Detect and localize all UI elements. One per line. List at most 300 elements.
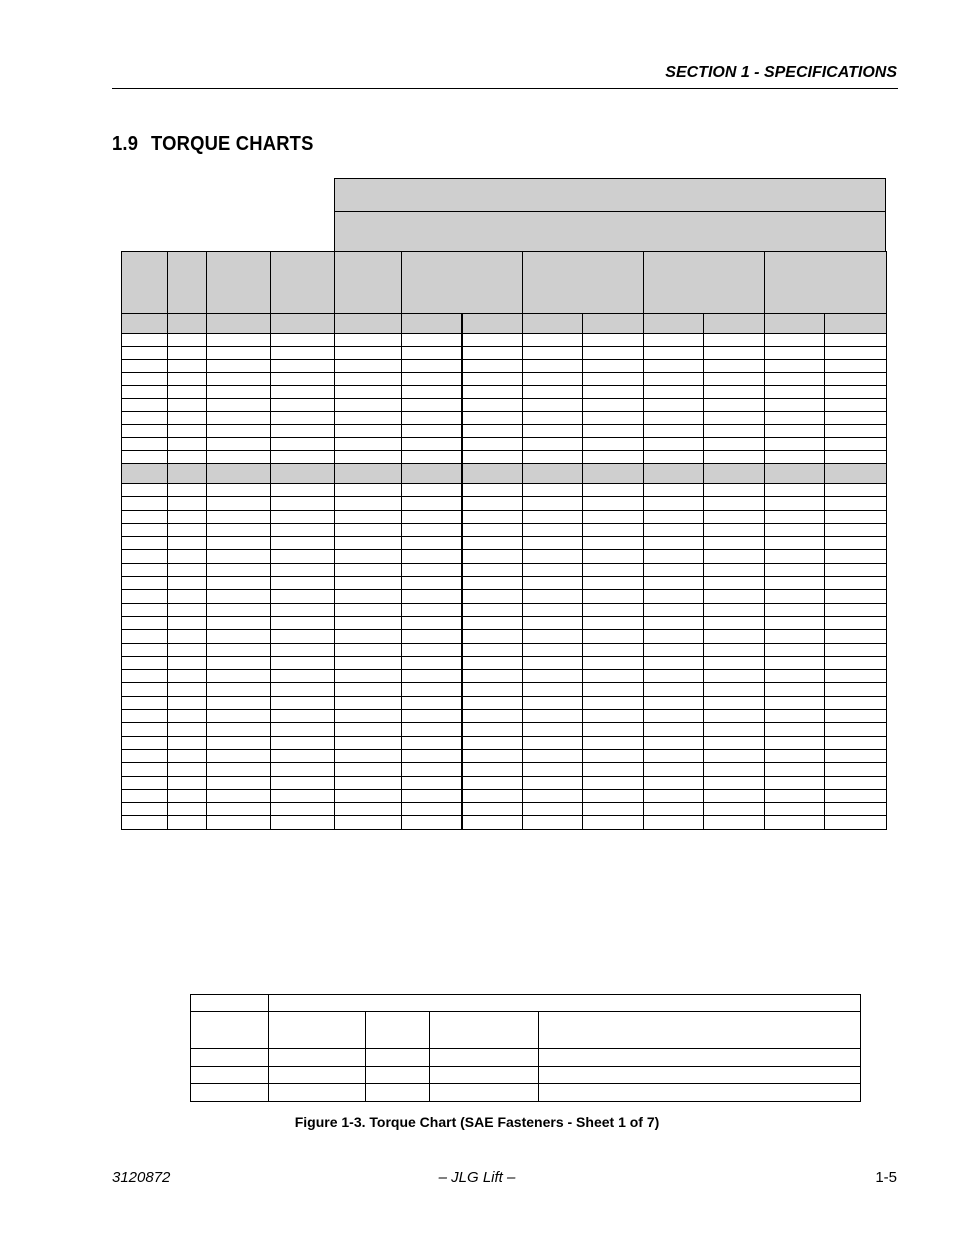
table-cell — [462, 577, 523, 590]
table-cell — [271, 630, 335, 643]
table-cell — [402, 616, 462, 629]
table-row — [122, 523, 887, 536]
table-cell — [765, 252, 887, 314]
table-cell — [765, 347, 825, 360]
table-row — [122, 497, 887, 510]
table-cell — [704, 550, 765, 563]
table-cell — [271, 776, 335, 789]
table-cell — [583, 563, 644, 576]
table-cell — [462, 510, 523, 523]
table-cell — [462, 643, 523, 656]
table-cell — [271, 399, 335, 412]
table-cell — [583, 373, 644, 386]
table-cell — [168, 523, 207, 536]
table-cell — [462, 451, 523, 464]
table-cell — [644, 749, 704, 762]
table-cell — [825, 497, 887, 510]
table-cell — [523, 484, 583, 497]
table-cell — [765, 696, 825, 709]
table-cell — [462, 373, 523, 386]
table-cell — [402, 656, 462, 669]
legend-column-row — [191, 1012, 861, 1049]
table-cell — [402, 347, 462, 360]
table-cell — [765, 334, 825, 347]
table-cell — [765, 497, 825, 510]
table-cell — [168, 603, 207, 616]
table-cell — [583, 683, 644, 696]
table-cell — [825, 776, 887, 789]
table-cell — [644, 537, 704, 550]
table-cell — [583, 643, 644, 656]
table-cell — [335, 334, 402, 347]
table-cell — [704, 803, 765, 816]
table-cell — [402, 776, 462, 789]
legend-cell — [539, 1012, 861, 1049]
table-cell — [825, 438, 887, 451]
table-cell — [825, 643, 887, 656]
table-cell — [122, 451, 168, 464]
table-cell — [523, 789, 583, 802]
table-cell — [583, 590, 644, 603]
table-cell — [704, 563, 765, 576]
table-cell — [704, 386, 765, 399]
table-cell — [583, 399, 644, 412]
table-cell — [583, 425, 644, 438]
table-cell — [462, 776, 523, 789]
table-row — [122, 399, 887, 412]
table-cell — [207, 630, 271, 643]
table-cell — [583, 412, 644, 425]
table-cell — [335, 373, 402, 386]
table-cell — [122, 683, 168, 696]
table-cell — [168, 360, 207, 373]
table-cell — [462, 763, 523, 776]
table-row — [122, 373, 887, 386]
table-cell — [122, 438, 168, 451]
table-cell — [271, 537, 335, 550]
table-cell — [168, 683, 207, 696]
table-cell — [402, 816, 462, 829]
table-cell — [583, 616, 644, 629]
table-cell — [207, 510, 271, 523]
table-cell — [122, 736, 168, 749]
table-cell — [122, 590, 168, 603]
table-cell — [825, 789, 887, 802]
table-cell — [644, 464, 704, 484]
table-cell — [644, 399, 704, 412]
table-cell — [207, 643, 271, 656]
table-row — [122, 590, 887, 603]
table-cell — [523, 497, 583, 510]
table-cell — [704, 590, 765, 603]
table-cell — [122, 252, 168, 314]
legend-cell — [366, 1084, 430, 1102]
table-cell — [168, 412, 207, 425]
table-cell — [168, 789, 207, 802]
table-cell — [765, 537, 825, 550]
table-cell — [765, 590, 825, 603]
table-cell — [523, 736, 583, 749]
table-cell — [825, 334, 887, 347]
table-cell — [462, 537, 523, 550]
table-cell — [271, 736, 335, 749]
table-cell — [462, 484, 523, 497]
table-cell — [271, 763, 335, 776]
table-cell — [402, 590, 462, 603]
table-cell — [271, 347, 335, 360]
table-cell — [402, 749, 462, 762]
table-cell — [207, 590, 271, 603]
table-cell — [644, 550, 704, 563]
table-cell — [523, 451, 583, 464]
table-cell — [765, 360, 825, 373]
table-cell — [825, 314, 887, 334]
table-cell — [765, 425, 825, 438]
figure-caption: Figure 1-3. Torque Chart (SAE Fasteners - Sheet 1 of 7) — [294, 1114, 660, 1130]
table-cell — [122, 347, 168, 360]
table-cell — [122, 803, 168, 816]
table-cell — [122, 696, 168, 709]
table-cell — [402, 803, 462, 816]
table-cell — [523, 656, 583, 669]
table-row — [122, 816, 887, 829]
legend-cell — [269, 1084, 366, 1102]
table-cell — [765, 723, 825, 736]
table-cell — [271, 656, 335, 669]
table-cell — [335, 438, 402, 451]
table-cell — [583, 723, 644, 736]
table-cell — [122, 523, 168, 536]
table-cell — [402, 360, 462, 373]
table-row — [122, 656, 887, 669]
legend-cell — [430, 1084, 539, 1102]
table-cell — [523, 803, 583, 816]
table-cell — [168, 451, 207, 464]
table-cell — [207, 710, 271, 723]
table-cell — [402, 670, 462, 683]
table-cell — [765, 451, 825, 464]
table-cell — [335, 484, 402, 497]
table-cell — [644, 590, 704, 603]
table-cell — [335, 656, 402, 669]
table-cell — [168, 749, 207, 762]
table-cell — [462, 334, 523, 347]
section-number: 1.9 — [112, 133, 139, 155]
table-cell — [122, 763, 168, 776]
table-cell — [765, 603, 825, 616]
table-cell — [704, 710, 765, 723]
table-cell — [825, 577, 887, 590]
table-cell — [704, 373, 765, 386]
table-cell — [207, 789, 271, 802]
table-cell — [168, 252, 207, 314]
table-cell — [462, 656, 523, 669]
table-cell — [644, 710, 704, 723]
table-row — [122, 425, 887, 438]
table-cell — [402, 334, 462, 347]
table-cell — [168, 334, 207, 347]
table-cell — [704, 510, 765, 523]
table-cell — [122, 603, 168, 616]
table-cell — [583, 749, 644, 762]
table-row — [122, 603, 887, 616]
table-cell — [704, 630, 765, 643]
table-cell — [207, 438, 271, 451]
table-cell — [825, 484, 887, 497]
table-cell — [583, 497, 644, 510]
table-cell — [583, 360, 644, 373]
table-cell — [644, 438, 704, 451]
table-cell — [207, 399, 271, 412]
table-cell — [583, 510, 644, 523]
table-cell — [122, 723, 168, 736]
table-cell — [704, 412, 765, 425]
legend-cell — [430, 1012, 539, 1049]
table-cell — [402, 386, 462, 399]
table-cell — [523, 386, 583, 399]
table-cell — [122, 776, 168, 789]
table-cell — [122, 749, 168, 762]
table-cell — [765, 789, 825, 802]
table-row — [122, 670, 887, 683]
table-cell — [765, 763, 825, 776]
table-cell — [825, 803, 887, 816]
legend-cell — [269, 1012, 366, 1049]
table-cell — [462, 347, 523, 360]
table-cell — [704, 523, 765, 536]
table-cell — [402, 425, 462, 438]
table-cell — [168, 550, 207, 563]
table-cell — [583, 630, 644, 643]
table-cell — [462, 386, 523, 399]
table-cell — [168, 670, 207, 683]
table-cell — [644, 736, 704, 749]
table-cell — [271, 577, 335, 590]
table-cell — [168, 464, 207, 484]
table-cell — [335, 314, 402, 334]
table-cell — [825, 763, 887, 776]
table-cell — [644, 803, 704, 816]
table-cell — [644, 670, 704, 683]
table-row — [122, 683, 887, 696]
table-cell — [462, 425, 523, 438]
table-cell — [168, 484, 207, 497]
table-cell — [402, 438, 462, 451]
table-cell — [271, 696, 335, 709]
column-header-row — [122, 252, 887, 314]
table-cell — [825, 399, 887, 412]
table-cell — [335, 603, 402, 616]
table-cell — [168, 497, 207, 510]
table-cell — [335, 510, 402, 523]
table-cell — [335, 412, 402, 425]
table-cell — [583, 484, 644, 497]
table-cell — [523, 563, 583, 576]
table-cell — [644, 347, 704, 360]
table-cell — [765, 710, 825, 723]
table-cell — [271, 412, 335, 425]
table-cell — [168, 630, 207, 643]
table-cell — [765, 412, 825, 425]
table-cell — [271, 252, 335, 314]
table-cell — [271, 464, 335, 484]
table-cell — [825, 360, 887, 373]
table-cell — [122, 425, 168, 438]
table-cell — [704, 537, 765, 550]
table-cell — [523, 510, 583, 523]
table-cell — [704, 425, 765, 438]
table-cell — [825, 710, 887, 723]
table-cell — [207, 347, 271, 360]
table-cell — [704, 347, 765, 360]
table-cell — [122, 789, 168, 802]
table-cell — [704, 763, 765, 776]
table-cell — [765, 803, 825, 816]
table-row — [122, 789, 887, 802]
table-cell — [825, 510, 887, 523]
table-row — [122, 616, 887, 629]
table-cell — [122, 464, 168, 484]
table-cell — [271, 438, 335, 451]
table-cell — [644, 314, 704, 334]
table-cell — [122, 656, 168, 669]
table-cell — [644, 789, 704, 802]
legend-cell — [269, 1049, 366, 1067]
table-cell — [122, 670, 168, 683]
table-cell — [335, 252, 402, 314]
table-cell — [335, 497, 402, 510]
table-row — [122, 563, 887, 576]
table-cell — [122, 360, 168, 373]
table-cell — [644, 425, 704, 438]
table-cell — [335, 616, 402, 629]
table-cell — [765, 484, 825, 497]
table-row — [122, 736, 887, 749]
table-row — [122, 763, 887, 776]
table-cell — [168, 314, 207, 334]
table-cell — [825, 550, 887, 563]
table-cell — [271, 510, 335, 523]
legend-cell — [191, 1049, 269, 1067]
table-cell — [825, 563, 887, 576]
table-cell — [462, 360, 523, 373]
legend-cell — [191, 1067, 269, 1084]
table-cell — [335, 425, 402, 438]
table-cell — [765, 563, 825, 576]
table-cell — [207, 683, 271, 696]
table-cell — [523, 749, 583, 762]
table-cell — [335, 763, 402, 776]
table-cell — [583, 386, 644, 399]
chart-header-band-2 — [334, 211, 886, 252]
table-cell — [704, 776, 765, 789]
table-cell — [402, 723, 462, 736]
table-cell — [523, 577, 583, 590]
table-cell — [765, 656, 825, 669]
table-cell — [644, 563, 704, 576]
legend-cell — [430, 1067, 539, 1084]
table-cell — [168, 656, 207, 669]
table-cell — [207, 736, 271, 749]
table-cell — [122, 816, 168, 829]
table-cell — [335, 643, 402, 656]
table-cell — [207, 696, 271, 709]
table-cell — [644, 484, 704, 497]
table-cell — [825, 590, 887, 603]
table-cell — [335, 749, 402, 762]
table-cell — [462, 789, 523, 802]
table-cell — [462, 616, 523, 629]
table-cell — [335, 789, 402, 802]
table-cell — [523, 776, 583, 789]
table-cell — [644, 643, 704, 656]
table-cell — [704, 643, 765, 656]
table-cell — [402, 314, 462, 334]
table-cell — [704, 670, 765, 683]
table-cell — [462, 438, 523, 451]
table-cell — [523, 425, 583, 438]
table-cell — [644, 763, 704, 776]
table-cell — [825, 464, 887, 484]
table-cell — [644, 603, 704, 616]
table-cell — [644, 616, 704, 629]
table-cell — [335, 736, 402, 749]
table-cell — [825, 630, 887, 643]
legend-cell — [191, 995, 269, 1012]
table-row — [122, 723, 887, 736]
table-cell — [825, 736, 887, 749]
table-cell — [168, 776, 207, 789]
table-cell — [825, 386, 887, 399]
table-cell — [583, 550, 644, 563]
legend-cell — [539, 1067, 861, 1084]
table-cell — [462, 749, 523, 762]
legend-row — [191, 1067, 861, 1084]
table-cell — [462, 412, 523, 425]
table-cell — [335, 723, 402, 736]
table-cell — [207, 360, 271, 373]
table-cell — [765, 577, 825, 590]
table-cell — [704, 464, 765, 484]
table-cell — [523, 537, 583, 550]
table-cell — [335, 683, 402, 696]
table-cell — [644, 723, 704, 736]
table-cell — [335, 710, 402, 723]
table-cell — [207, 373, 271, 386]
table-cell — [583, 696, 644, 709]
table-cell — [523, 550, 583, 563]
table-cell — [704, 497, 765, 510]
table-cell — [462, 590, 523, 603]
table-row — [122, 696, 887, 709]
table-cell — [402, 550, 462, 563]
table-cell — [207, 616, 271, 629]
table-cell — [462, 736, 523, 749]
table-cell — [207, 252, 271, 314]
table-cell — [644, 523, 704, 536]
table-cell — [644, 451, 704, 464]
table-cell — [825, 523, 887, 536]
torque-chart-table — [121, 251, 887, 830]
table-row — [122, 484, 887, 497]
table-cell — [825, 603, 887, 616]
table-cell — [644, 816, 704, 829]
table-row — [122, 510, 887, 523]
table-cell — [402, 412, 462, 425]
table-cell — [402, 399, 462, 412]
table-cell — [765, 816, 825, 829]
table-cell — [462, 630, 523, 643]
